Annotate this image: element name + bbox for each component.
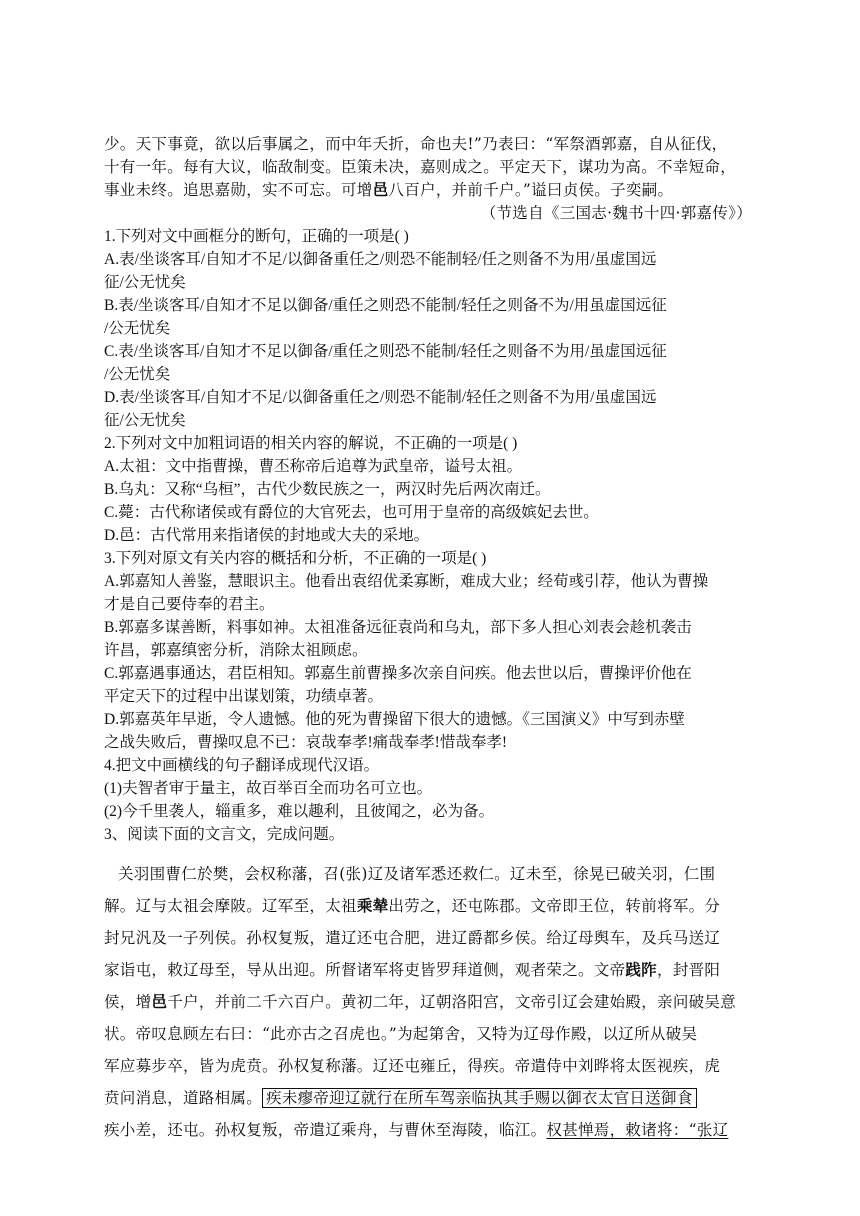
passage1-line: 少。天下事竟，欲以后事属之，而中年夭折，命也夫!”乃表曰：“军祭酒郭嘉，自从征伐， — [104, 135, 728, 153]
underlined-sentence: 权甚惮焉，敕诸将：“张辽 — [546, 1121, 729, 1139]
text-run: 出劳之，还屯陈郡。文帝即王位，转前将军。分 — [388, 897, 721, 915]
question-line: C.郭嘉遇事通达，君臣相知。郭嘉生前曹操多次亲自问疾。他去世以后，曹操评价他在 — [104, 665, 692, 682]
question-line: C.表/坐谈客耳/自知才不足以御备/重任之则恐不能制/轻任之则备不为用/虽虚国远征 — [104, 343, 667, 360]
question-line: B.表/坐谈客耳/自知才不足以御备/重任之则恐不能制/轻任之则备不为/用虽虚国远征 — [104, 297, 667, 314]
question-line: 3.下列对原文有关内容的概括和分析，不正确的一项是( ) — [104, 550, 487, 567]
passage2-line: 关羽围曹仁於樊，会权称藩，召(张)辽及诸军悉还救仁。辽未至，徐晃已破关羽，仁围 — [118, 865, 716, 883]
question-line: A.太祖：文中指曹操，曹丕称帝后追尊为武皇帝，谥号太祖。 — [104, 458, 523, 475]
question-line: A.郭嘉知人善鉴，慧眼识主。他看出袁绍优柔寡断，难成大业；经荀彧引荐，他认为曹操 — [104, 573, 709, 590]
question-line: D.邑：古代常用来指诸侯的封地或大夫的采地。 — [104, 527, 430, 544]
question-line: 征/公无忧矣 — [104, 274, 186, 291]
text-run: 千户，并前二千六百户。黄初二年，辽朝洛阳宫，文帝引辽会建始殿，亲问破吴意 — [167, 993, 737, 1011]
text-run: 家诣屯，敕辽母至，导从出迎。所督诸军将吏皆罗拜道侧，观者荣之。文帝 — [104, 961, 626, 979]
question-line: 征/公无忧矣 — [104, 412, 186, 429]
question-line: /公无忧矣 — [104, 366, 171, 383]
passage2-line — [104, 958, 720, 980]
passage1-line: 十有一年。每有大议，临敌制变。臣策未决，嘉则成之。平定天下，谋功为高。不幸短命， — [104, 158, 737, 176]
passage2-line: 状。帝叹息顾左右曰：“此亦古之召虎也。”为起第舍，又特为辽母作殿，以辽所从破吴 — [104, 1025, 698, 1043]
text-run: 贲问消息，道路相属。 — [104, 1089, 263, 1107]
passage2-line: 封兄汎及一子列侯。孙权复叛，遣辽还屯合肥，进辽爵都乡侯。给辽母舆车，及兵马送辽 — [104, 929, 721, 947]
question-line: 2.下列对文中加粗词语的相关内容的解说，不正确的一项是( ) — [104, 435, 518, 452]
passage2-line — [104, 1118, 728, 1140]
question-line: C.薨：古代称诸侯或有爵位的大官死去，也可用于皇帝的高级嫔妃去世。 — [104, 504, 599, 521]
question-line: /公无忧矣 — [104, 320, 171, 337]
passage2-line: 军应募步卒，皆为虎贲。孙权复称藩。辽还屯雍丘，得疾。帝遣侍中刘晔将太医视疾，虎 — [104, 1057, 721, 1075]
text-run: 八百户，并前千户。”谥曰贞侯。子奕嗣。 — [388, 181, 674, 199]
question-line: 许昌，郭嘉缜密分析，消除太祖顾虑。 — [104, 642, 368, 659]
question-line: D.郭嘉英年早逝，令人遗憾。他的死为曹操留下很大的遗憾。《三国演义》中写到赤壁 — [104, 711, 685, 728]
passage2-line — [104, 990, 736, 1012]
passage1-source: （节选自《三国志·魏书十四·郭嘉传》） — [480, 204, 752, 222]
text-run: 解。辽与太祖会摩陂。辽军至，太祖 — [104, 897, 357, 915]
bold-term: 邑 — [372, 180, 389, 199]
passage2-line — [104, 1086, 697, 1108]
question-line: 平定天下的过程中出谋划策，功绩卓著。 — [104, 688, 384, 705]
question-line: B.郭嘉多谋善断，料事如神。太祖准备远征袁尚和乌丸，部下多人担心刘表会趁机袭击 — [104, 619, 692, 636]
question-line: (1)夫智者审于量主，故百举百全而功名可立也。 — [104, 780, 433, 797]
question-line: (2)今千里袭人，辎重多，难以趣利，且彼闻之，必为备。 — [104, 803, 495, 820]
question-line: A.表/坐谈客耳/自知才不足/以御备重任之/则恐不能制轻/任之则备不为用/虽虚国远 — [104, 251, 657, 268]
bold-term: 邑 — [151, 992, 168, 1011]
question-line: 4.把文中画横线的句子翻译成现代汉语。 — [104, 757, 380, 774]
section-heading: 3、阅读下面的文言文，完成问题。 — [104, 826, 345, 843]
question-line: 之战失败后，曹操叹息不已：哀哉奉孝!痛哉奉孝!惜哉奉孝! — [104, 734, 507, 751]
question-line: D.表/坐谈客耳/自知才不足/以御备重任之/则恐不能制/轻任之则备不为用/虽虚国远 — [104, 389, 657, 406]
text-run: 疾小差，还屯。孙权复叛，帝遣辽乘舟，与曹休至海陵，临江。 — [104, 1121, 547, 1139]
passage1-line — [104, 178, 673, 200]
text-run: ，封晋阳 — [657, 961, 721, 979]
passage2-line — [104, 894, 720, 916]
boxed-sentence: 疾未瘳帝迎辽就行在所车驾亲临执其手赐以御衣太官日送御食 — [262, 1088, 697, 1108]
text-run: 侯，增 — [104, 993, 152, 1011]
bold-term: 践阼 — [625, 960, 658, 979]
question-line: 1.下列对文中画框分的断句，正确的一项是( ) — [104, 228, 409, 245]
question-line: 才是自己要侍奉的君主。 — [104, 596, 275, 613]
bold-term: 乘辇 — [356, 896, 389, 915]
question-line: B.乌丸：又称“乌桓”，古代少数民族之一，两汉时先后两次南迁。 — [104, 481, 551, 498]
text-run: 事业未终。追思嘉勋，实不可忘。可增 — [104, 181, 373, 199]
